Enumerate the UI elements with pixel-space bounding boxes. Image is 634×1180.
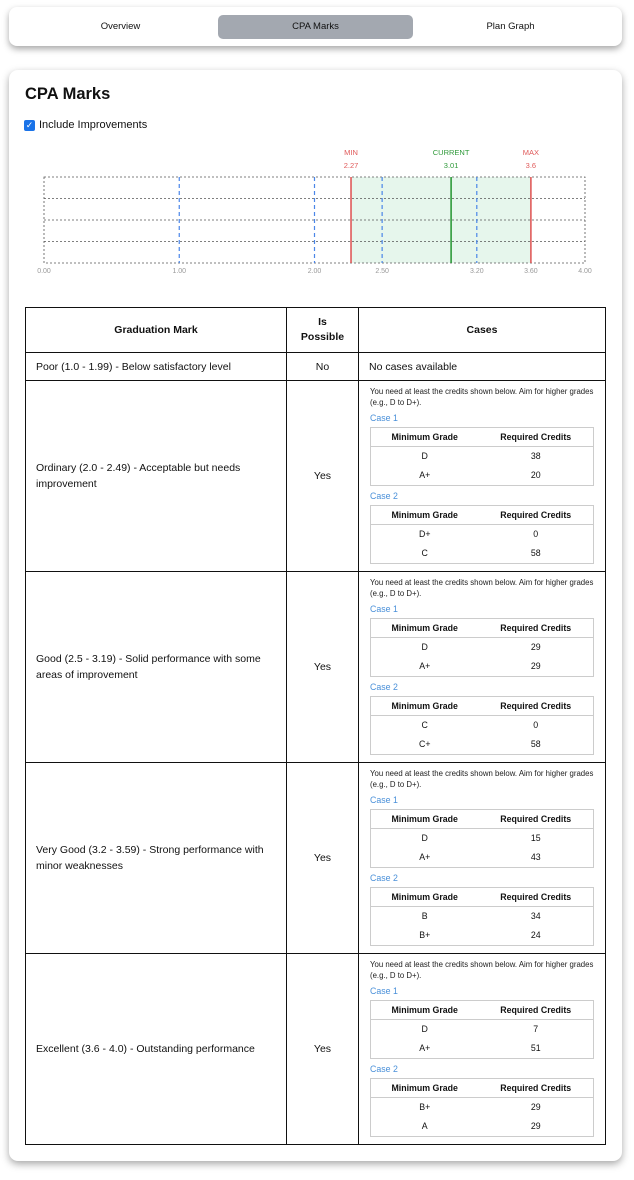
- case-grade: C+: [418, 739, 431, 749]
- cpa-marks-card: [9, 70, 622, 1161]
- header-cases: Cases: [359, 308, 606, 353]
- case-credits: 24: [530, 930, 541, 940]
- table-row: [26, 381, 606, 572]
- axis-tick-label: 4.00: [578, 268, 592, 275]
- graduation-mark-cell: Poor (1.0 - 1.99) - Below satisfactory level: [26, 353, 287, 381]
- graduation-mark-cell: Very Good (3.2 - 3.59) - Strong performance with minor weaknesses: [26, 763, 287, 954]
- max-marker-label: MAX: [522, 148, 540, 157]
- case-header-credits: Required Credits: [500, 813, 572, 824]
- case-grade: D: [421, 1024, 428, 1034]
- cases-note: You need at least the credits shown below. Aim for higher grades (e.g., D to D+).: [370, 960, 594, 980]
- case-credits: 58: [530, 548, 541, 558]
- case-credits: 15: [530, 833, 541, 843]
- case-credits: 38: [530, 451, 541, 461]
- cases-note: You need at least the credits shown below. Aim for higher grades (e.g., D to D+).: [370, 769, 594, 789]
- case-title: Case 2: [370, 682, 398, 692]
- axis-tick-label: 2.00: [307, 268, 322, 275]
- case-grade: D+: [418, 529, 431, 539]
- case-row: [371, 829, 594, 849]
- case-header-grade: Minimum Grade: [391, 891, 458, 902]
- page-title: CPA Marks: [25, 85, 111, 103]
- case-credits: 58: [530, 739, 541, 749]
- current-marker-label: CURRENT: [432, 148, 470, 157]
- case-grade: A+: [419, 470, 431, 480]
- axis-tick-label: 3.20: [469, 268, 484, 275]
- case-credits: 34: [530, 911, 541, 921]
- case-title: Case 1: [370, 413, 398, 423]
- cases-cell: No cases available: [359, 353, 606, 381]
- is-possible-cell: Yes: [287, 763, 359, 954]
- case-credits: 7: [533, 1024, 539, 1034]
- case-row: [371, 735, 594, 755]
- case-header-credits: Required Credits: [500, 1004, 572, 1015]
- case-grade: D: [421, 451, 428, 461]
- case-header-grade: Minimum Grade: [391, 813, 458, 824]
- case-grade: B: [421, 911, 428, 921]
- case-table: [370, 505, 594, 564]
- axis-tick-label: 1.00: [172, 268, 187, 275]
- case-table: [370, 1078, 594, 1137]
- case-credits: 29: [530, 1102, 541, 1112]
- include-improvements-row[interactable]: [24, 119, 147, 131]
- case-credits: 20: [530, 470, 541, 480]
- case-grade: D: [421, 833, 428, 843]
- case-table: [370, 427, 594, 486]
- case-grade: A+: [419, 1043, 431, 1053]
- case-credits: 0: [533, 529, 539, 539]
- axis-tick-label: 2.50: [375, 268, 389, 275]
- header-graduation-mark: Graduation Mark: [26, 308, 287, 353]
- table-row: [26, 353, 606, 381]
- axis-tick-label: 3.60: [524, 268, 538, 275]
- case-row: [371, 926, 594, 946]
- case-row: [371, 1098, 594, 1118]
- case-header-credits: Required Credits: [500, 622, 572, 633]
- case-row: [371, 1117, 594, 1137]
- is-possible-cell: Yes: [287, 381, 359, 572]
- case-grade: C: [421, 720, 428, 730]
- case-row: [371, 716, 594, 736]
- case-table: [370, 1000, 594, 1059]
- case-header-grade: Minimum Grade: [391, 1004, 458, 1015]
- case-row: [371, 447, 594, 467]
- case-table: [370, 618, 594, 677]
- min-marker-label: MIN: [344, 148, 358, 157]
- cases-note: You need at least the credits shown below. Aim for higher grades (e.g., D to D+).: [370, 578, 594, 598]
- header-is-possible: Is Possible: [287, 308, 359, 353]
- case-row: [371, 848, 594, 868]
- case-header-grade: Minimum Grade: [391, 509, 458, 520]
- case-credits: 43: [530, 852, 541, 862]
- case-credits: 29: [530, 642, 541, 652]
- cpa-gauge: [9, 142, 622, 277]
- case-header-grade: Minimum Grade: [391, 700, 458, 711]
- table-row: [26, 954, 606, 1145]
- case-title: Case 2: [370, 873, 398, 883]
- tab-cpa-marks[interactable]: CPA Marks: [218, 15, 413, 39]
- case-credits: 29: [530, 1121, 541, 1131]
- case-header-credits: Required Credits: [500, 700, 572, 711]
- case-credits: 29: [530, 661, 541, 671]
- case-grade: A: [421, 1121, 428, 1131]
- current-marker-value: 3.01: [443, 161, 459, 170]
- graduation-mark-cell: Good (2.5 - 3.19) - Solid performance with some areas of improvement: [26, 572, 287, 763]
- case-credits: 0: [533, 720, 539, 730]
- cases-cell: [359, 381, 606, 572]
- case-grade: A+: [419, 661, 431, 671]
- tab-bar: [9, 7, 622, 46]
- case-grade: C: [421, 548, 428, 558]
- case-title: Case 2: [370, 1064, 398, 1074]
- min-marker-value: 2.27: [343, 161, 359, 170]
- case-row: [371, 907, 594, 927]
- table-row: [26, 572, 606, 763]
- case-table: [370, 809, 594, 868]
- graduation-table: [25, 307, 606, 1145]
- case-row: [371, 466, 594, 486]
- cases-cell: [359, 572, 606, 763]
- is-possible-cell: Yes: [287, 572, 359, 763]
- case-row: [371, 544, 594, 564]
- axis-tick-label: 0.00: [37, 268, 51, 275]
- include-improvements-checkbox[interactable]: ✓: [25, 119, 34, 130]
- case-header-grade: Minimum Grade: [391, 622, 458, 633]
- is-possible-cell: Yes: [287, 954, 359, 1145]
- case-grade: A+: [419, 852, 431, 862]
- case-header-credits: Required Credits: [500, 509, 572, 520]
- case-header-credits: Required Credits: [500, 431, 572, 442]
- case-title: Case 1: [370, 795, 398, 805]
- case-row: [371, 657, 594, 677]
- case-grade: D: [421, 642, 428, 652]
- case-row: [371, 638, 594, 658]
- case-header-grade: Minimum Grade: [391, 431, 458, 442]
- case-header-credits: Required Credits: [500, 891, 572, 902]
- is-possible-cell: No: [287, 353, 359, 381]
- cases-cell: [359, 954, 606, 1145]
- graduation-mark-cell: Excellent (3.6 - 4.0) - Outstanding performance: [26, 954, 287, 1145]
- case-grade: B+: [419, 1102, 431, 1112]
- include-improvements-label: Include Improvements: [39, 119, 148, 131]
- table-row: [26, 763, 606, 954]
- case-table: [370, 887, 594, 946]
- case-title: Case 2: [370, 491, 398, 501]
- tab-plan-graph[interactable]: Plan Graph: [486, 21, 535, 32]
- case-row: [371, 1020, 594, 1040]
- case-credits: 51: [530, 1043, 541, 1053]
- case-table: [370, 696, 594, 755]
- tab-overview[interactable]: Overview: [100, 21, 141, 32]
- case-row: [371, 525, 594, 545]
- case-row: [371, 1039, 594, 1059]
- max-marker-value: 3.6: [525, 161, 537, 170]
- graduation-mark-cell: Ordinary (2.0 - 2.49) - Acceptable but needs improvement: [26, 381, 287, 572]
- case-header-grade: Minimum Grade: [391, 1082, 458, 1093]
- case-title: Case 1: [370, 986, 398, 996]
- cases-note: You need at least the credits shown below. Aim for higher grades (e.g., D to D+).: [370, 387, 594, 407]
- case-title: Case 1: [370, 604, 398, 614]
- cases-cell: [359, 763, 606, 954]
- case-grade: B+: [419, 930, 431, 940]
- case-header-credits: Required Credits: [500, 1082, 572, 1093]
